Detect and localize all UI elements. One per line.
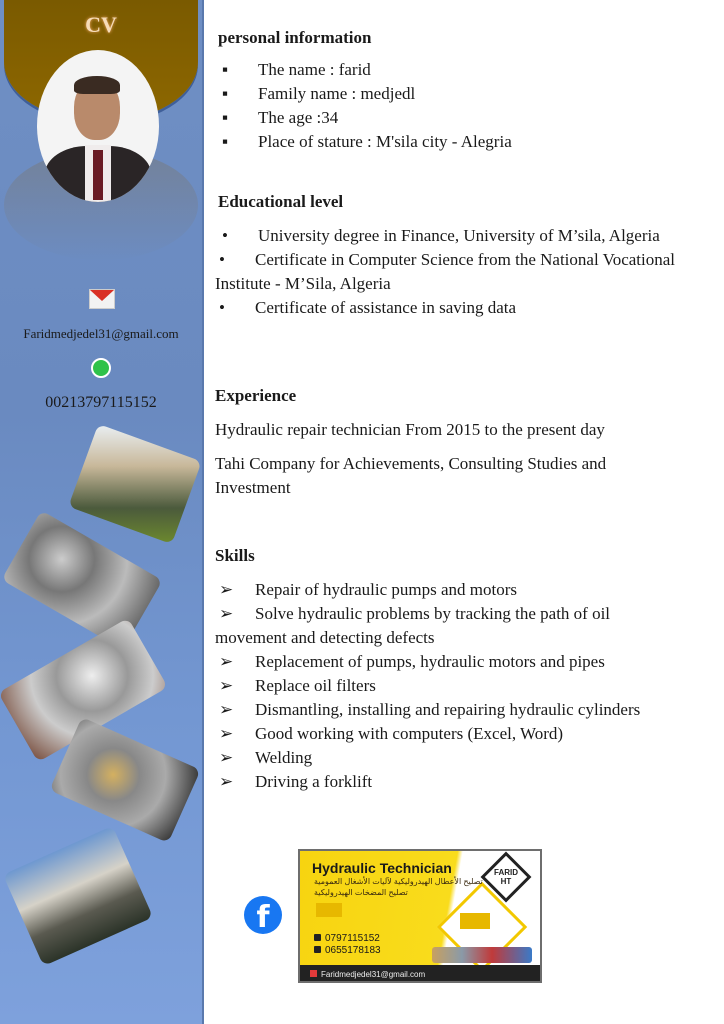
personal-item [218,130,685,154]
personal-item [218,82,685,106]
education-item [215,248,685,296]
skill-item [215,770,685,794]
skill-item-text: Solve hydraulic problems by tracking the path of oil movement and detecting defects [215,604,611,647]
business-card [298,849,542,983]
card-arabic-line-1: تصليح الأعطال الهيدروليكية لآليات الأشغال العمومية [314,877,483,886]
photo-tie [93,150,103,200]
education-item-text: Certificate of assistance in saving data [255,298,517,317]
square-bullet-icon: ▪ [222,84,229,103]
excavator-icon [460,913,490,929]
sidebar-email[interactable]: Faridmedjedel31@gmail.com [23,326,179,341]
education-item-text: University degree in Finance, University of M’sila, Algeria [258,226,660,245]
personal-item-text: Family name : medjedl [258,84,416,103]
skill-item [215,578,685,602]
sidebar [0,0,204,1024]
arrow-bullet-icon: ➢ [219,604,234,623]
whatsapp-icon [91,358,111,378]
education-item-text: Certificate in Computer Science from the National Vocational Institute - M’Sila, Algeria [215,250,675,293]
section-skills [215,544,685,794]
section-heading-education: Educational level [218,192,344,211]
sidebar-phone[interactable]: 00213797115152 [45,394,157,411]
personal-item-text: The name : farid [258,60,371,79]
hydraulic-pumps-image [432,947,532,963]
gmail-icon [89,289,115,309]
skill-item-text: Welding [255,748,313,767]
arrow-bullet-icon: ➢ [219,652,234,671]
square-bullet-icon: ▪ [222,108,229,127]
personal-item [218,58,685,82]
skill-item-text: Driving a forklift [255,772,373,791]
bullet-icon: • [219,298,225,317]
skill-item-text: Dismantling, installing and repairing hydraulic cylinders [255,700,641,719]
skill-item-text: Good working with computers (Excel, Word) [255,724,564,743]
skill-item-text: Replacement of pumps, hydraulic motors and pipes [255,652,605,671]
skill-item [215,650,685,674]
section-heading-skills: Skills [215,546,255,565]
personal-item-text: Place of stature : M'sila city - Alegria [258,132,512,151]
facebook-icon[interactable]: f [244,896,282,934]
card-arabic-line-2: تصليح المضخات الهيدروليكية [314,888,408,897]
section-experience [215,384,685,500]
work-photo-worker-selfie [68,424,201,544]
skill-item [215,698,685,722]
skill-item [215,746,685,770]
personal-item-text: The age :34 [258,108,339,127]
card-logo-text: FARID HT [494,868,518,886]
education-item [215,296,685,320]
arrow-bullet-icon: ➢ [219,748,234,767]
square-bullet-icon: ▪ [222,60,229,79]
education-item [218,224,685,248]
cv-title: CV [85,12,117,37]
card-phone-2: 0655178183 [314,945,381,956]
arrow-bullet-icon: ➢ [219,772,234,791]
skill-item [215,674,685,698]
card-title: Hydraulic Technician [312,860,452,876]
skill-item-text: Replace oil filters [255,676,376,695]
section-education [215,190,685,320]
arrow-bullet-icon: ➢ [219,676,234,695]
section-heading-experience: Experience [215,386,297,405]
arrow-bullet-icon: ➢ [219,580,234,599]
excavator-icon [316,903,342,917]
section-personal [215,26,685,154]
card-email: Faridmedjedel31@gmail.com [310,970,425,979]
arrow-bullet-icon: ➢ [219,700,234,719]
square-bullet-icon: ▪ [222,132,229,151]
experience-company: Tahi Company for Achievements, Consulting Studies and Investment [215,454,607,497]
section-heading-personal: personal information [218,28,372,47]
education-list [215,224,685,320]
bullet-icon: • [219,250,225,269]
profile-photo [37,50,159,202]
skill-item-text: Repair of hydraulic pumps and motors [255,580,518,599]
personal-item [218,106,685,130]
experience-role: Hydraulic repair technician From 2015 to the present day [215,420,605,439]
photo-hair [74,76,120,94]
card-phone-1: 0797115152 [314,933,380,944]
skills-list [215,578,685,794]
bullet-icon: • [222,226,228,245]
personal-list [215,58,685,154]
arrow-bullet-icon: ➢ [219,724,234,743]
skill-item [215,602,685,650]
skill-item [215,722,685,746]
work-photo-site-selfie [3,826,153,966]
